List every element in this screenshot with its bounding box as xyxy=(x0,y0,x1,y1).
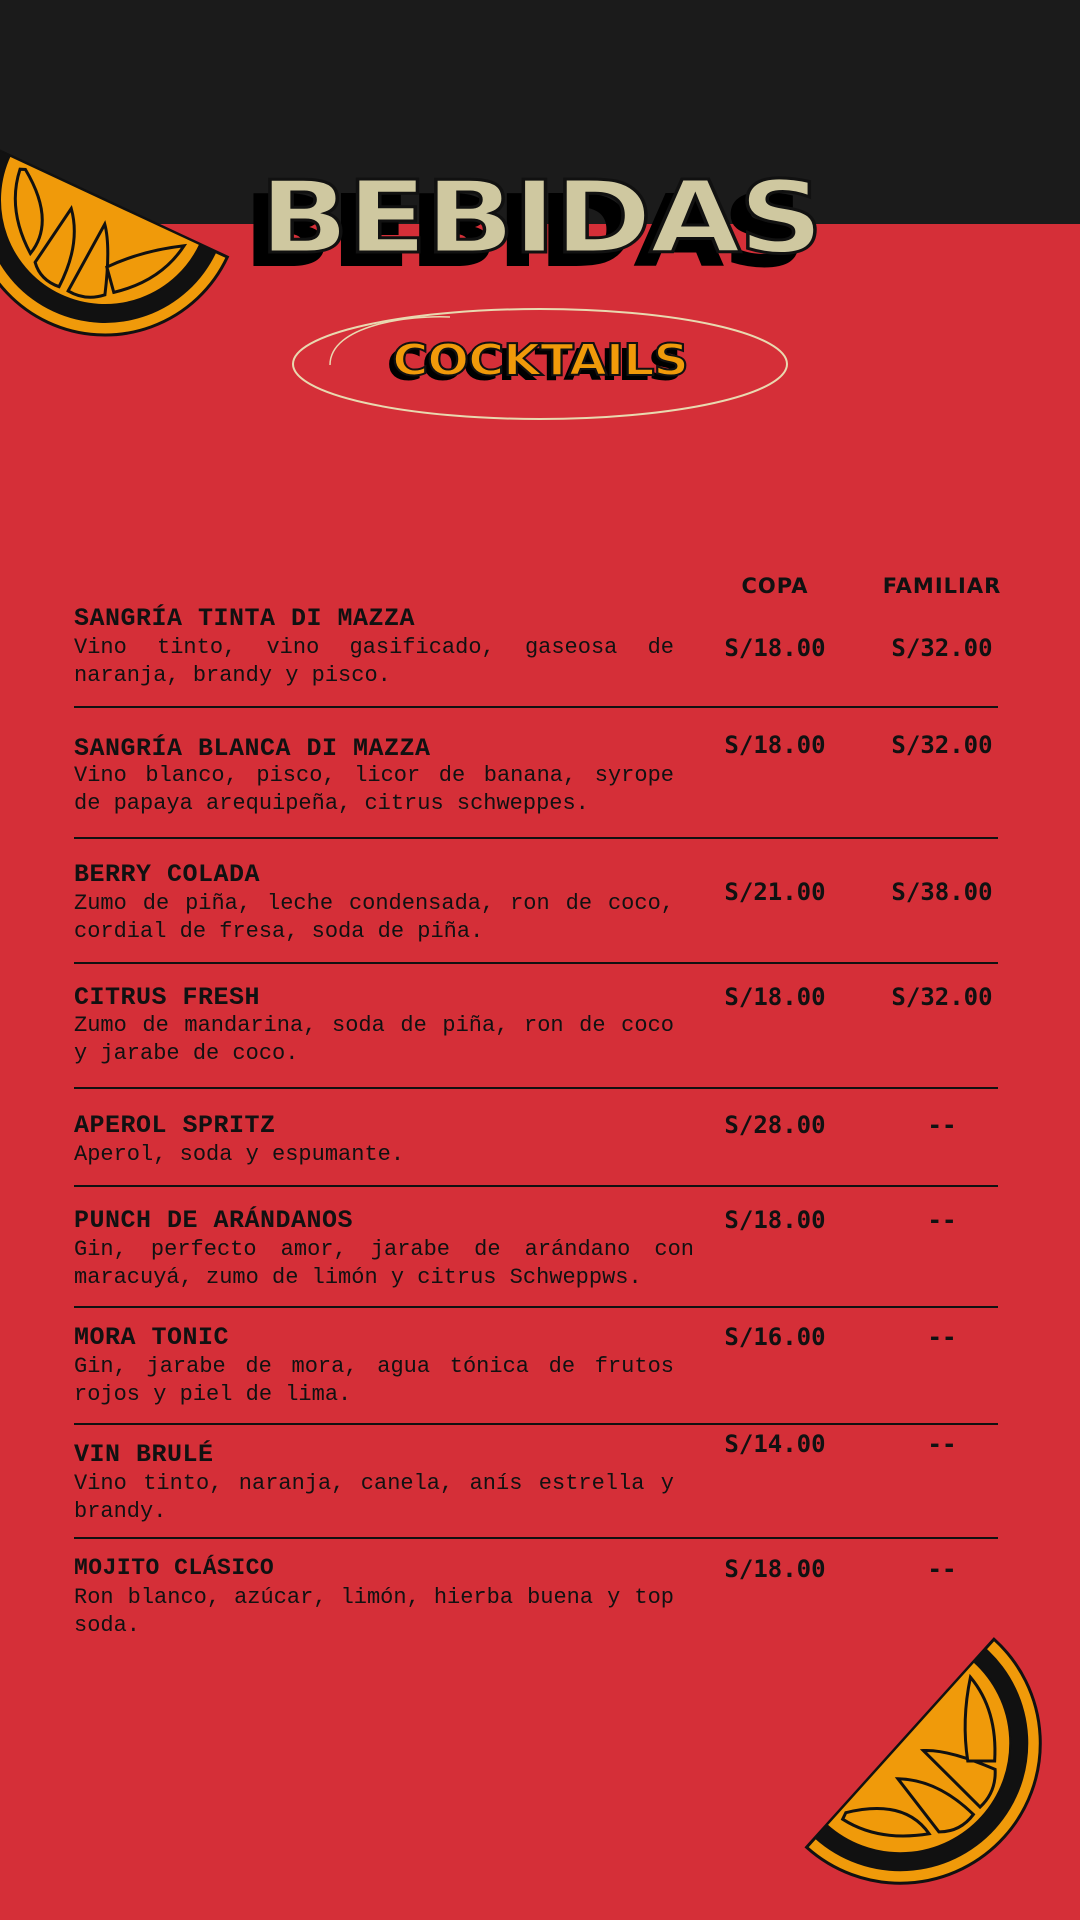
price-familiar: -- xyxy=(927,1111,957,1139)
divider xyxy=(74,962,998,964)
price-familiar: -- xyxy=(927,1323,957,1351)
price-copa: S/21.00 xyxy=(724,878,826,906)
column-header-copa: COPA xyxy=(741,574,809,598)
price-copa: S/18.00 xyxy=(724,731,826,759)
item-name: PUNCH DE ARÁNDANOS xyxy=(74,1206,354,1235)
item-name: CITRUS FRESH xyxy=(74,983,261,1012)
divider xyxy=(74,1423,998,1425)
price-copa: S/28.00 xyxy=(724,1111,826,1139)
price-copa: S/18.00 xyxy=(724,983,826,1011)
item-description: Gin, jarabe de mora, agua tónica de frutos rojos y piel de lima. xyxy=(74,1354,674,1407)
divider xyxy=(74,706,998,708)
item-name: SANGRÍA BLANCA DI MAZZA xyxy=(74,734,431,763)
price-familiar: S/32.00 xyxy=(891,634,993,662)
price-familiar: S/38.00 xyxy=(891,878,993,906)
item-description: Vino blanco, pisco, licor de banana, syrope de papaya arequipeña, citrus schweppes. xyxy=(74,763,674,816)
item-description: Ron blanco, azúcar, limón, hierba buena y top soda. xyxy=(74,1585,674,1638)
orange-slice-icon xyxy=(780,1620,1080,1910)
price-familiar: -- xyxy=(927,1430,957,1458)
item-description: Vino tinto, naranja, canela, anís estrella y brandy. xyxy=(74,1471,674,1524)
price-copa: S/18.00 xyxy=(724,1555,826,1583)
item-description: Zumo de piña, leche condensada, ron de coco, cordial de fresa, soda de piña. xyxy=(74,891,674,944)
price-familiar: -- xyxy=(927,1555,957,1583)
item-name: APEROL SPRITZ xyxy=(74,1111,276,1140)
item-name: MORA TONIC xyxy=(74,1323,230,1352)
divider xyxy=(74,837,998,839)
divider xyxy=(74,1185,998,1187)
item-name: MOJITO CLÁSICO xyxy=(74,1555,275,1581)
divider xyxy=(74,1087,998,1089)
price-familiar: -- xyxy=(927,1206,957,1234)
divider xyxy=(74,1537,998,1539)
item-description: Gin, perfecto amor, jarabe de arándano con maracuyá, zumo de limón y citrus Schweppws. xyxy=(74,1237,694,1290)
divider xyxy=(74,1306,998,1308)
item-description: Aperol, soda y espumante. xyxy=(74,1142,405,1167)
price-familiar: S/32.00 xyxy=(891,983,993,1011)
item-name: VIN BRULÉ xyxy=(74,1440,214,1469)
price-copa: S/14.00 xyxy=(724,1430,826,1458)
subtitle-badge xyxy=(290,305,790,423)
item-description: Zumo de mandarina, soda de piña, ron de coco y jarabe de coco. xyxy=(74,1013,674,1066)
item-description: Vino tinto, vino gasificado, gaseosa de naranja, brandy y pisco. xyxy=(74,635,674,688)
column-header-familiar: FAMILIAR xyxy=(882,574,1002,598)
section-subtitle: COCKTAILS xyxy=(392,335,688,386)
price-copa: S/18.00 xyxy=(724,634,826,662)
item-name: SANGRÍA TINTA DI MAZZA xyxy=(74,604,416,633)
item-name: BERRY COLADA xyxy=(74,860,261,889)
price-familiar: S/32.00 xyxy=(891,731,993,759)
page-title: BEBIDAS xyxy=(258,159,822,276)
price-copa: S/18.00 xyxy=(724,1206,826,1234)
price-copa: S/16.00 xyxy=(724,1323,826,1351)
title-wrap xyxy=(0,159,1080,276)
